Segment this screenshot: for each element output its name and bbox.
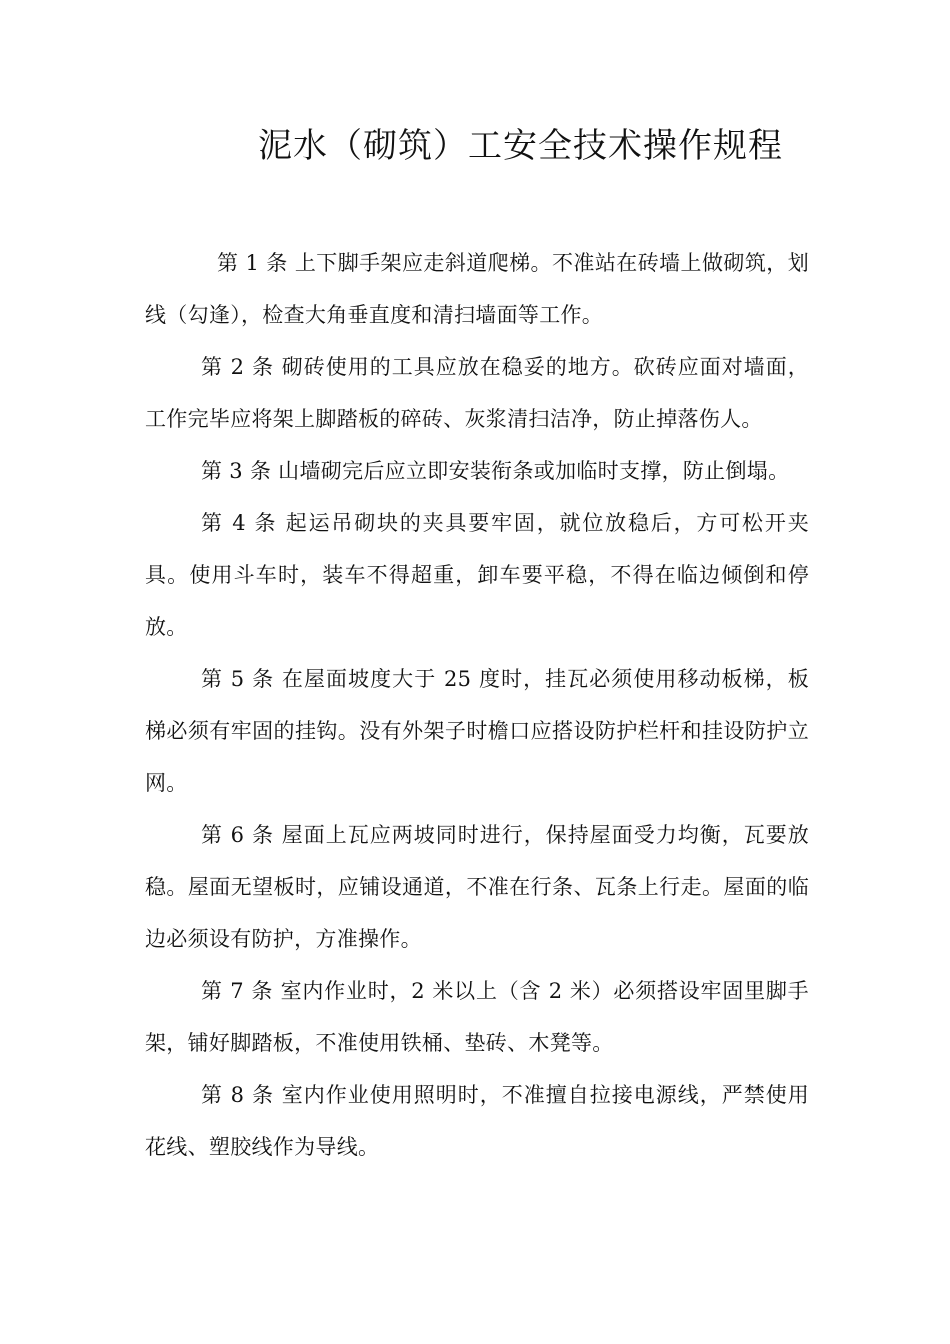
article-4: 第 4 条 起运吊砌块的夹具要牢固，就位放稳后，方可松开夹具。使用斗车时，装车不得超重，卸车要平稳，不得在临边倾倒和停放。 xyxy=(145,511,809,639)
article-2: 第 2 条 砌砖使用的工具应放在稳妥的地方。砍砖应面对墙面，工作完毕应将架上脚踏板的碎砖、灰浆清扫洁净，防止掉落伤人。 xyxy=(145,355,809,431)
article-6: 第 6 条 屋面上瓦应两坡同时进行，保持屋面受力均衡，瓦要放稳。屋面无望板时，应铺设通道，不准在行条、瓦条上行走。屋面的临边必须设有防护，方准操作。 xyxy=(145,823,809,951)
document-body xyxy=(145,237,809,1173)
article-1: 第 1 条 上下脚手架应走斜道爬梯。不准站在砖墙上做砌筑，划线（勾逢），检查大角垂直度和清扫墙面等工作。 xyxy=(145,251,809,327)
article-7: 第 7 条 室内作业时，2 米以上（含 2 米）必须搭设牢固里脚手架，铺好脚踏板，不准使用铁桶、垫砖、木凳等。 xyxy=(145,979,809,1055)
article-8: 第 8 条 室内作业使用照明时，不准擅自拉接电源线，严禁使用花线、塑胶线作为导线。 xyxy=(145,1083,809,1159)
article-5: 第 5 条 在屋面坡度大于 25 度时，挂瓦必须使用移动板梯，板梯必须有牢固的挂钩。没有外架子时檐口应搭设防护栏杆和挂设防护立网。 xyxy=(145,667,809,795)
article-3: 第 3 条 山墙砌完后应立即安装衔条或加临时支撑，防止倒塌。 xyxy=(201,459,790,483)
document-title: 泥水（砌筑）工安全技术操作规程 xyxy=(258,126,783,166)
